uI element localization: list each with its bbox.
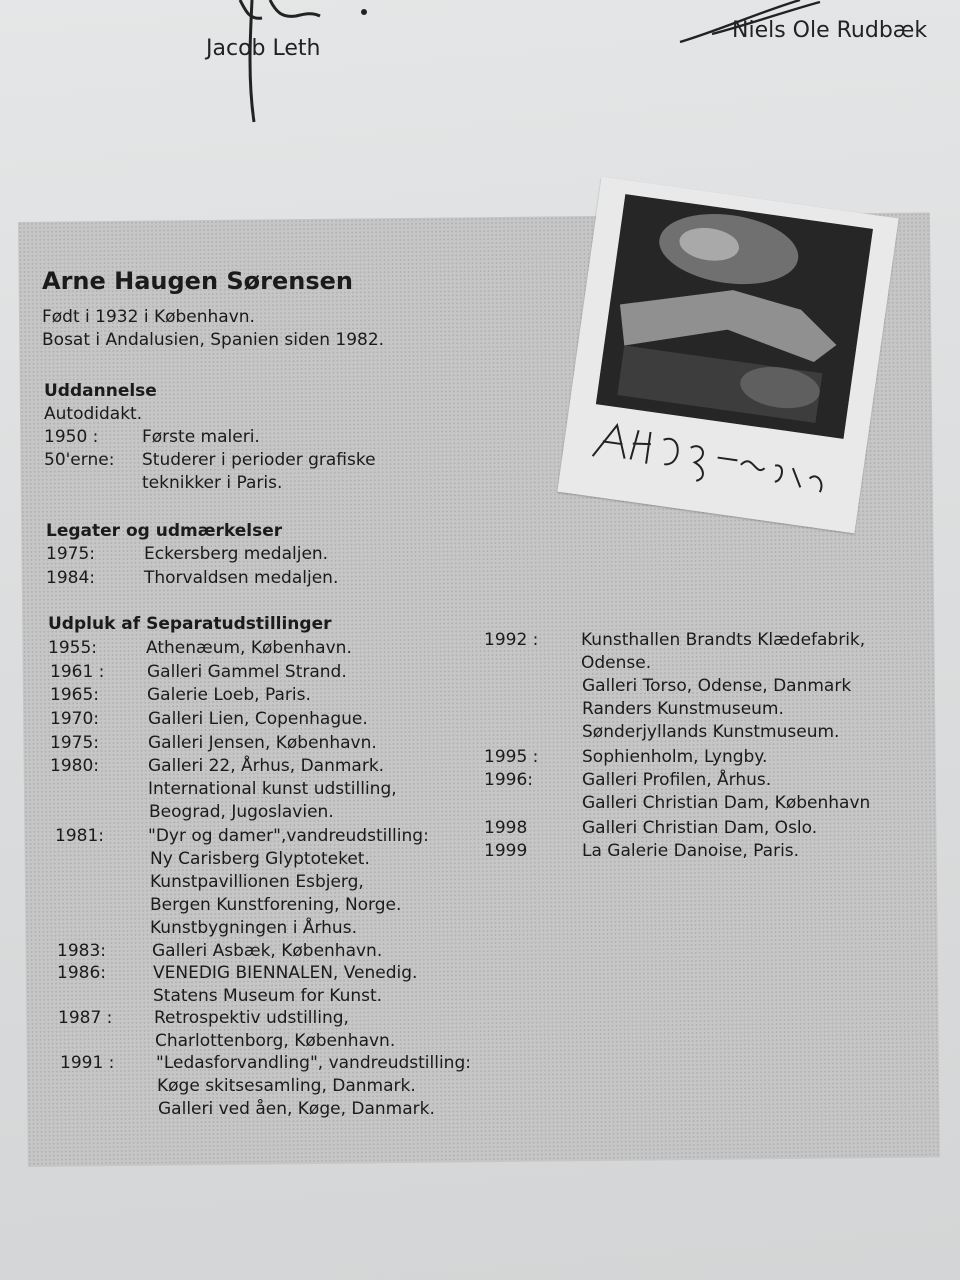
exhibition-entry: Galleri ved åen, Køge, Danmark. [158,1099,435,1119]
residence-line: Bosat i Andalusien, Spanien siden 1982. [42,330,385,350]
exhibition-year: 1999 [484,841,528,861]
exhibition-entry: Odense. [581,653,652,673]
award-entry: Thorvaldsen medaljen. [144,568,339,588]
exhibition-entry: VENEDIG BIENNALEN, Venedig. [153,963,418,983]
exhibition-entry: Galleri 22, Århus, Danmark. [148,756,385,776]
exhibition-entry: Retrospektiv udstilling, [154,1008,349,1028]
exhibition-year: 1996: [484,770,533,790]
exhibition-year: 1983: [57,941,106,961]
artist-name: Arne Haugen Sørensen [42,267,354,295]
exhibition-entry: Bergen Kunstforening, Norge. [150,895,402,915]
exhibition-entry: Galleri Lien, Copenhague. [148,709,368,729]
exhibition-entry: Galerie Loeb, Paris. [147,685,311,705]
exhibition-year: 1998 [484,818,528,838]
artist-photo-card [557,177,898,534]
left-signature-name: Jacob Leth [206,36,321,61]
exhibition-entry: "Dyr og damer",vandreudstilling: [148,826,429,846]
exhibition-entry: Sønderjyllands Kunstmuseum. [582,722,840,742]
exhibition-year: 1955: [48,638,97,658]
exhibition-year: 1980: [50,756,99,776]
exhibition-entry: Charlottenborg, København. [155,1031,396,1051]
exhibition-year: 1975: [50,733,99,753]
exhibition-entry: Galleri Profilen, Århus. [582,770,772,790]
exhibition-entry: Galleri Christian Dam, København [582,793,871,813]
exhibition-entry: Kunstbygningen i Århus. [150,918,357,938]
artist-photo [596,194,873,439]
exhibition-year: 1970: [50,709,99,729]
exhibition-entry: Kunsthallen Brandts Klædefabrik, [581,630,866,650]
award-year: 1984: [46,568,95,588]
award-entry: Eckersberg medaljen. [144,544,329,564]
exhibition-year: 1965: [50,685,99,705]
birth-line: Født i 1932 i København. [42,307,255,327]
education-intro: Autodidakt. [44,404,143,424]
exhibition-year: 1961 : [50,662,105,682]
exhibition-entry: Galleri Torso, Odense, Danmark [582,676,852,696]
exhibition-year: 1986: [57,963,106,983]
exhibition-entry: International kunst udstilling, [148,779,397,799]
exhibition-entry: Beograd, Jugoslavien. [149,802,334,822]
exhibition-entry: Galleri Asbæk, København. [152,941,383,961]
education-year: 50'erne: [44,450,115,470]
awards-heading: Legater og udmærkelser [46,521,283,541]
exhibition-entry: Sophienholm, Lyngby. [582,747,768,767]
exhibition-entry: Kunstpavillionen Esbjerg, [150,872,364,892]
exhibition-year: 1981: [55,826,104,846]
exhibition-entry: Galleri Gammel Strand. [147,662,347,682]
education-year: 1950 : [44,427,99,447]
education-heading: Uddannelse [44,381,157,401]
exhibition-entry: Ny Carisberg Glyptoteket. [150,849,370,869]
right-signature-name: Niels Ole Rudbæk [732,18,928,43]
education-entry: teknikker i Paris. [142,473,283,493]
exhibition-year: 1991 : [60,1053,115,1073]
exhibition-entry: La Galerie Danoise, Paris. [582,841,800,861]
exhibition-entry: Galleri Christian Dam, Oslo. [582,818,818,838]
exhibition-entry: "Ledasforvandling", vandreudstilling: [156,1053,471,1073]
exhibition-entry: Statens Museum for Kunst. [153,986,383,1006]
exhibition-entry: Randers Kunstmuseum. [582,699,784,719]
exhibition-year: 1995 : [484,747,539,767]
exhibition-entry: Athenæum, København. [146,638,352,658]
exhibition-entry: Galleri Jensen, København. [148,733,377,753]
education-entry: Studerer i perioder grafiske [142,450,376,470]
exhibition-year: 1992 : [484,630,539,650]
award-year: 1975: [46,544,95,564]
exhibition-entry: Køge skitsesamling, Danmark. [157,1076,416,1096]
education-entry: Første maleri. [142,427,260,447]
exhibitions-heading: Udpluk af Separatudstillinger [48,614,332,634]
photo-image [596,194,873,439]
signature-dot [361,9,367,15]
exhibition-year: 1987 : [58,1008,113,1028]
